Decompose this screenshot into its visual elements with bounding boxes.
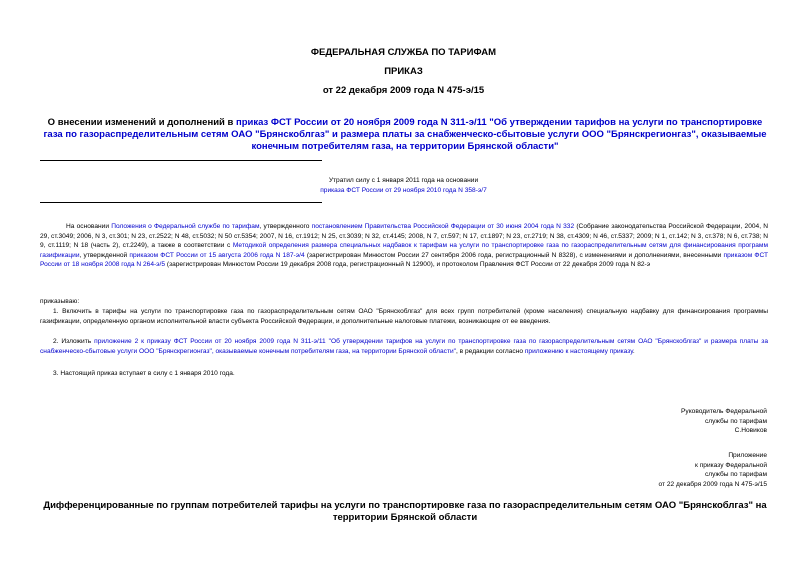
divider-bottom — [40, 202, 322, 203]
link-government-resolution-332[interactable]: постановлением Правительства Российской Федерации от 30 июня 2004 года N 332 — [311, 223, 575, 230]
appendix-line-3: службы по тарифам — [704, 471, 767, 479]
appendix-block — [567, 451, 767, 489]
item-3: 3. Настоящий приказ вступает в силу с 1 января 2010 года. — [53, 370, 235, 377]
item-2 — [40, 337, 768, 356]
item-1: 1. Включить в тарифы на услуги по транспортировке газа по газораспределительным сетям ОАО "Брянскоблгаз" для всех групп потребителей (кроме населения) специальную надбавку для финансирования программы газификации, определенную органом исполнительной власти субъекта Российской Федерации, и дополнительные налоговые платежи, возникающие от ее введения. — [40, 308, 768, 325]
void-note-link[interactable] — [0, 186, 807, 196]
basis-text-6: (зарегистрирован Минюстом России 19 декабря 2008 года, регистрационный N 12900), и протоколом Правления ФСТ России от 22 декабря 2009 года N 82-э — [165, 261, 651, 269]
void-note-line: Утратил силу с 1 января 2011 года на основании — [328, 177, 479, 184]
link-fst-regulation[interactable]: Положения о Федеральной службе по тарифам — [111, 223, 260, 230]
basis-text-4: , утвержденной — [79, 251, 130, 259]
link-order-264[interactable]: приказом ФСТ России от 18 ноября 2008 года N 264-э/5 — [40, 251, 769, 269]
link-methodology[interactable]: Методикой определения размера специальных надбавок к тарифам на услуги по транспортировке газа по газораспределительным сетям для финансирования программ газификации — [40, 242, 768, 259]
agency-heading: ФЕДЕРАЛЬНАЯ СЛУЖБА ПО ТАРИФАМ — [310, 47, 497, 58]
item-2-text-2: , в редакции согласно — [456, 347, 525, 355]
orders-word: приказываю: — [40, 298, 80, 305]
basis-text-1: На основании — [66, 223, 112, 230]
doc-type-heading: ПРИКАЗ — [384, 66, 423, 77]
link-order-187[interactable]: приказом ФСТ России от 15 августа 2006 года N 187-э/4 — [129, 251, 305, 259]
basis-text-2: , утвержденного — [259, 223, 312, 230]
doc-date-number: от 22 декабря 2009 года N 475-э/15 — [322, 85, 485, 96]
signature-line-1: Руководитель Федеральной — [681, 408, 767, 415]
basis-paragraph — [40, 222, 768, 270]
void-note-order-link[interactable]: приказа ФСТ России от 29 ноября 2010 года N 358-э/7 — [320, 187, 487, 194]
link-appendix[interactable]: приложению к настоящему приказу — [524, 347, 633, 355]
item-2-text-3: . — [632, 347, 635, 355]
basis-text-3: (Собрание законодательства Российской Федерации, 2004, N 29, ст.3049; 2006, N 3, ст.301; N 23, ст.2522; N 48, ст.5032; N 50 ст.5354; 2007, N 16, ст.1912; N 25, ст.3039; N 32, ст.4145; 2008, N 7, ст.597; N 17, ст.1897; N 23, ст.2719; N 38, ст.4309; N 46, ст.5337; 2009; N 1, ст.142; N 3, ст.378; N 6, ст.738; N 9, ст.1119; N 18 (часть 2), ст.2249), а также в соответствии с — [40, 223, 768, 250]
appendix-line-1: Приложение — [728, 452, 767, 459]
item-2-text-1: 2. Изложить — [53, 338, 95, 345]
title-prefix: О внесении изменений и дополнений в — [47, 117, 236, 128]
link-appendix-2-order-311[interactable]: приложение 2 к приказу ФСТ России от 20 ноября 2009 года N 311-э/11 "Об утверждении тарифов на услуги по транспортировке газа по газораспределительным сетям ОАО "Брянскоблгаз" и размера платы за снабженческо-сбытовые услуги ООО "Брянскрегионгаз", оказываемые конечным потребителям газа, на территории Брянской области" — [40, 338, 768, 355]
appendix-line-4: от 22 декабря 2009 года N 475-э/15 — [658, 480, 767, 488]
appendix-line-2: к приказу Федеральной — [695, 461, 767, 469]
signature-line-2: службы по тарифам — [704, 417, 767, 425]
divider-top — [40, 160, 322, 161]
signature-name: С.Новиков — [734, 427, 767, 435]
basis-text-5: (зарегистрирован Минюстом России 27 сентября 2006 года, регистрационный N 8328), с изменениями и дополнениями, внесенными — [304, 251, 724, 259]
tariffs-table-title: Дифференцированные по группам потребителей тарифы на услуги по транспортировке газа по газораспределительным сетям ОАО "Брянскоблгаз" на территории Брянской области — [43, 500, 767, 523]
title-link-order-311[interactable]: приказ ФСТ России от 20 ноября 2009 года N 311-э/11 "Об утверждении тарифов на услуги по транспортировке газа по газораспределительным сетям ОАО "Брянскоблгаз" и размера платы за снабженческо-сбытовые услуги ООО "Брянскрегионгаз", оказываемые конечным потребителям газа, на территории Брянской области" — [43, 117, 767, 152]
signature-block — [567, 407, 767, 436]
document-title — [40, 117, 770, 153]
